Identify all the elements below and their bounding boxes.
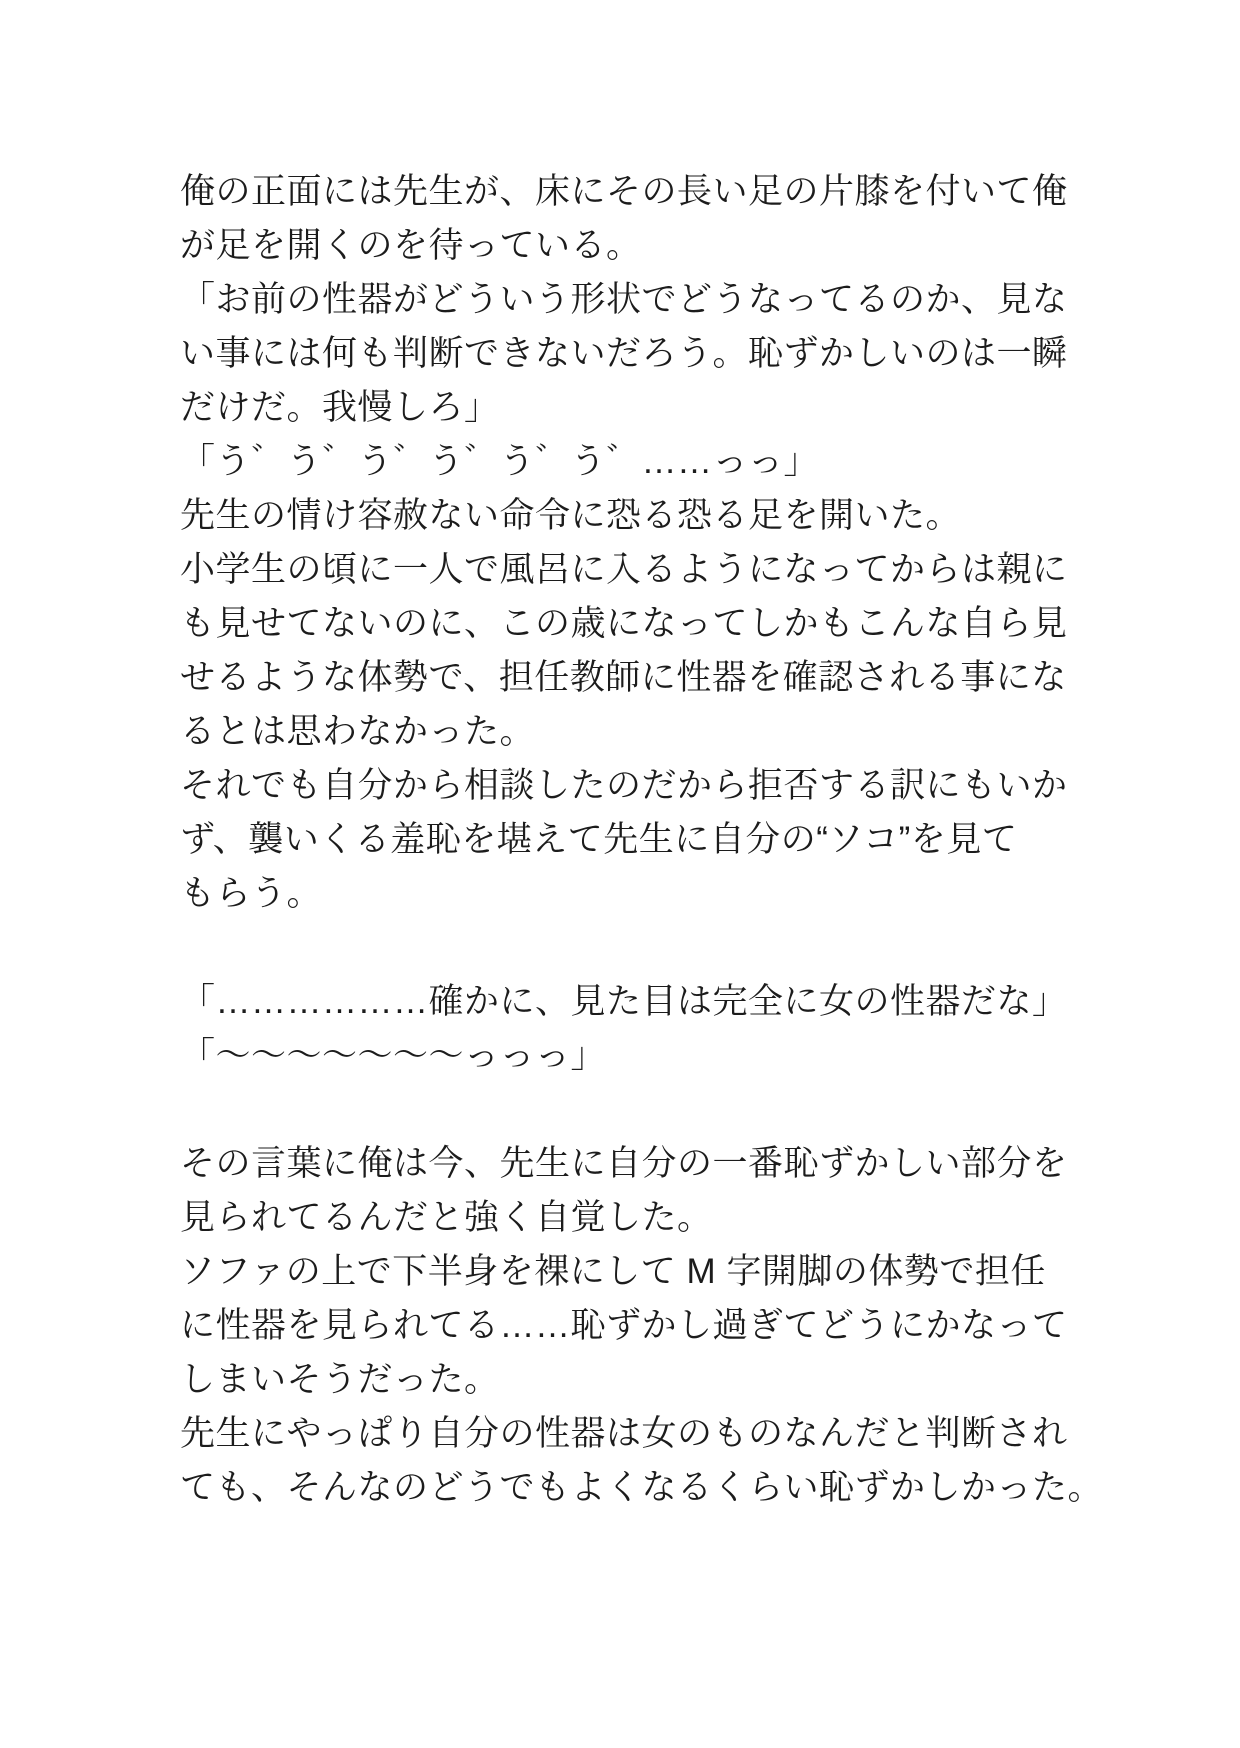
- blank-line: [180, 1083, 1080, 1137]
- text-line: それでも自分から相談したのだから拒否する訳にもいか: [180, 766, 1068, 805]
- text-line: だけだ。我慢しろ」: [180, 388, 500, 427]
- text-line: ソファの上で下半身を裸にして M 字開脚の体勢で担任: [180, 1252, 1046, 1291]
- text-line: い事には何も判断できないだろう。恥ずかしいのは一瞬: [180, 334, 1068, 373]
- text-line: 俺の正面には先生が、床にその長い足の片膝を付いて俺: [180, 172, 1068, 211]
- text-line: せるような体勢で、担任教師に性器を確認される事にな: [180, 658, 1067, 697]
- text-line: 「〜〜〜〜〜〜〜っっっ」: [180, 1036, 607, 1075]
- text-line: ず、襲いくる羞恥を堪えて先生に自分の“ソコ”を見て: [180, 820, 1018, 859]
- blank-line: [180, 921, 1080, 975]
- text-line: ても、そんなのどうでもよくなるくらい恥ずかしかった。: [180, 1468, 1104, 1507]
- text-line: 先生の情け容赦ない命令に恐る恐る足を開いた。: [180, 496, 962, 535]
- text-line: 「う゛う゛う゛う゛う゛う゛……っっ」: [180, 442, 820, 481]
- text-line: 先生にやっぱり自分の性器は女のものなんだと判断され: [180, 1414, 1068, 1453]
- text-line: しまいそうだった。: [180, 1360, 500, 1399]
- text-line: も見せてないのに、この歳になってしかもこんな自ら見: [180, 604, 1068, 643]
- text-line: 「お前の性器がどういう形状でどうなってるのか、見な: [180, 280, 1068, 319]
- text-line: が足を開くのを待っている。: [180, 226, 642, 265]
- text-line: もらう。: [180, 874, 323, 913]
- text-line: 小学生の頃に一人で風呂に入るようになってからは親に: [180, 550, 1068, 589]
- text-line: るとは思わなかった。: [180, 712, 536, 751]
- text-line: 見られてるんだと強く自覚した。: [180, 1198, 713, 1237]
- text-block: [180, 165, 1104, 1515]
- text-line: その言葉に俺は今、先生に自分の一番恥ずかしい部分を: [180, 1144, 1068, 1183]
- text-line: に性器を見られてる……恥ずかし過ぎてどうにかなって: [180, 1306, 1068, 1345]
- text-line: 「………………確かに、見た目は完全に女の性器だな」: [180, 982, 1068, 1021]
